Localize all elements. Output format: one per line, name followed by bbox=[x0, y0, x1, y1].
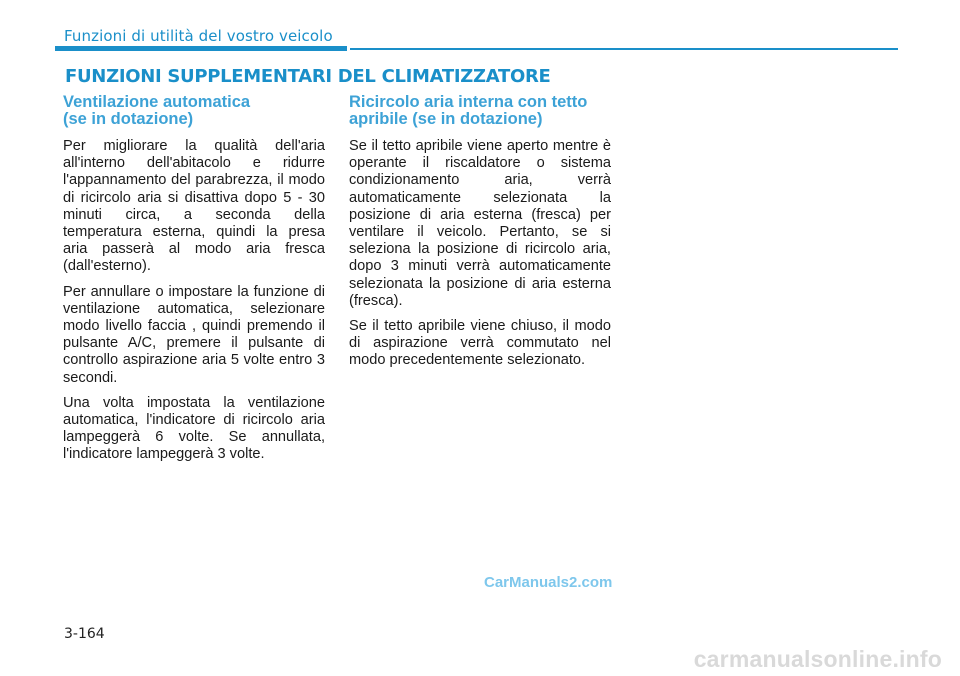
watermark-site[interactable]: CarManuals2.com bbox=[484, 574, 613, 591]
left-heading bbox=[63, 94, 325, 128]
left-heading-line1: Ventilazione automatica bbox=[63, 93, 251, 111]
right-heading bbox=[349, 94, 611, 128]
section-header: Funzioni di utilità del vostro veicolo bbox=[64, 27, 333, 45]
left-paragraph-1: Per migliorare la qualità dell'aria all'interno dell'abitacolo e ridurre l'appannamento del parabrezza, il modo di ricircolo aria si disattiva dopo 5 - 30 minuti circa, a seconda della temperatura esterna, quindi la presa aria passerà al modo aria fresca (dall'esterno). bbox=[63, 138, 325, 275]
right-paragraph-2: Se il tetto apribile viene chiuso, il modo di aspirazione verrà commutato nel modo precedentemente selezionato. bbox=[349, 318, 611, 369]
header-rule-thick bbox=[55, 46, 347, 51]
right-column bbox=[349, 94, 611, 378]
left-column bbox=[63, 94, 325, 472]
page-number: 3-164 bbox=[64, 626, 105, 642]
left-heading-line2: (se in dotazione) bbox=[63, 110, 194, 128]
left-paragraph-2: Per annullare o impostare la funzione di ventilazione automatica, selezionare modo livello faccia , quindi premendo il pulsante A/C, premere il pulsante di controllo aspirazione aria 5 volte entro 3 secondi. bbox=[63, 283, 325, 386]
header-rule-thin bbox=[350, 48, 898, 50]
chapter-title: FUNZIONI SUPPLEMENTARI DEL CLIMATIZZATORE bbox=[65, 66, 551, 87]
left-paragraph-3: Una volta impostata la ventilazione automatica, l'indicatore di ricircolo aria lampeggerà 6 volte. Se annullata, l'indicatore lampeggerà 3 volte. bbox=[63, 394, 325, 463]
right-paragraph-1: Se il tetto apribile viene aperto mentre è operante il riscaldatore o sistema condizionamento aria, verrà automaticamente selezionata la posizione di aria esterna (fresca) per ventilare il veicolo. Pertanto, se si seleziona la posizione di ricircolo aria, dopo 3 minuti verrà automaticamente selezionata la posizione di aria esterna (fresca). bbox=[349, 138, 611, 309]
right-heading-line1: Ricircolo aria interna con tetto bbox=[349, 93, 588, 111]
watermark-footer[interactable]: carmanualsonline.info bbox=[693, 646, 942, 672]
right-heading-line2: apribile (se in dotazione) bbox=[349, 110, 543, 128]
